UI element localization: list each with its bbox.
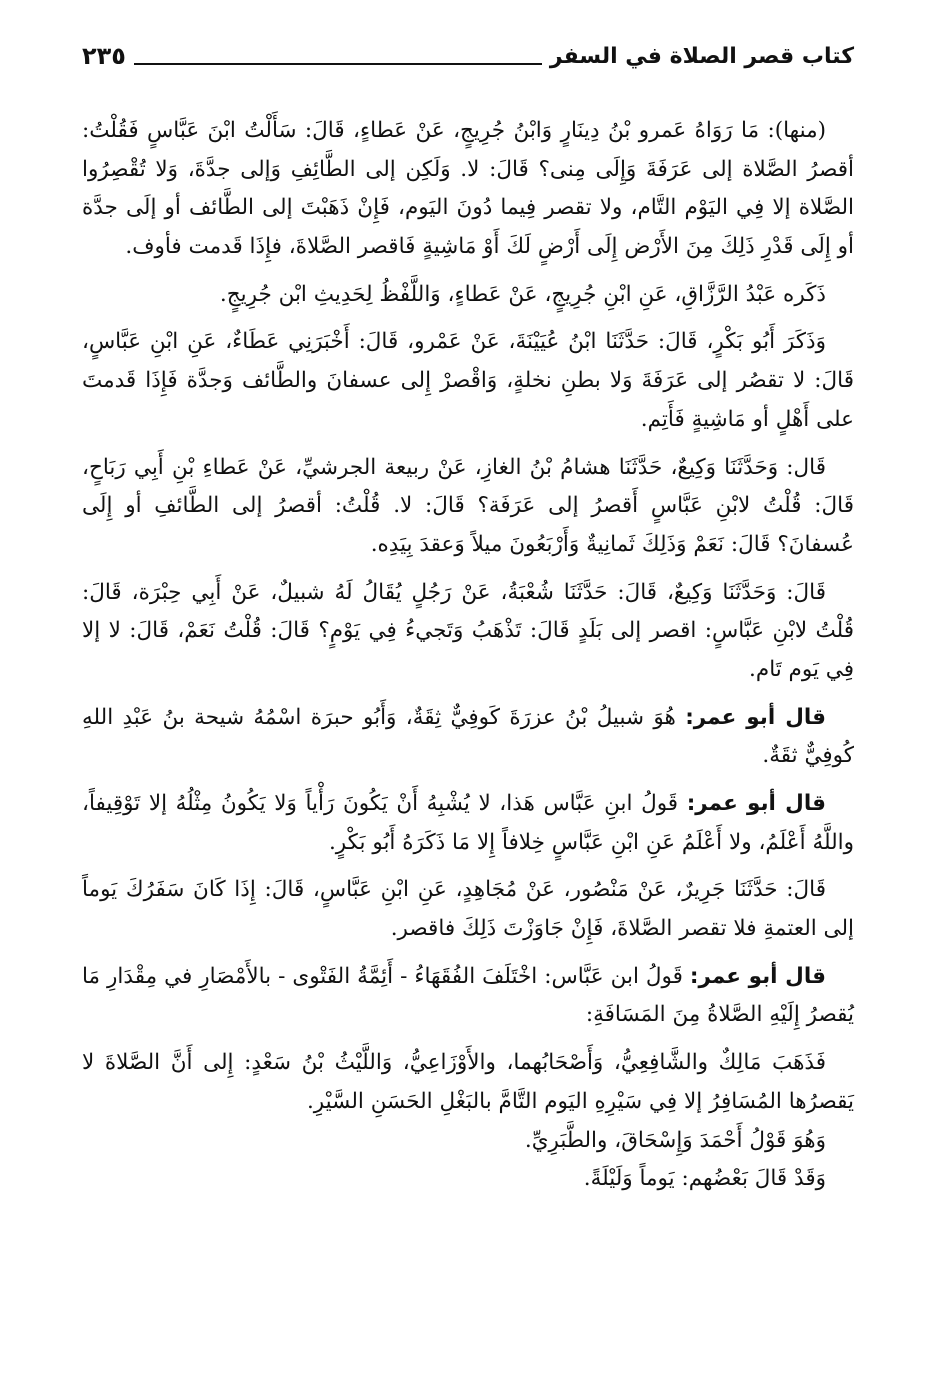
paragraph-text: قَالَ: حَدَّثَنَا جَرِيرٌ، عَنْ مَنْصُور، عَنْ مُجَاهِدٍ، عَنِ ابْنِ عَبَّاسٍ، قَالَ: إِذَا كَانَ سَفَرُكَ يَوماً إلى العتمةِ فلا تقصر الصَّلاةَ، فَإِنْ جَاوَزْتَ ذَلِكَ فاقصر.	[82, 877, 854, 942]
paragraph	[82, 323, 854, 439]
paragraph	[82, 699, 854, 776]
paragraph	[82, 958, 854, 1035]
paragraph	[82, 1160, 854, 1199]
body-text	[82, 112, 854, 1199]
paragraph-text: وَهُوَ قَوْلُ أَحْمَدَ وَإِسْحَاقَ، والطَّبَرِيِّ.	[524, 1127, 826, 1153]
running-title: كتاب قصر الصلاة في السفر	[549, 43, 854, 69]
paragraph	[82, 1122, 854, 1161]
paragraph-text: قَولُ ابنِ عَبَّاس هَذا، لا يُشْبِهُ أَنْ يَكُونَ رَأْياً وَلا يَكُونُ مِثْلُهُ إلا تَوْقِيفاً، واللَّهُ أَعْلَمُ، ولا أَعْلَمُ عَنِ ابْنِ عَبَّاسٍ خِلافاً إِلا مَا ذَكَرَهُ أَبُو بَكْرٍ.	[82, 791, 854, 855]
paragraph-text: وَقَدْ قَالَ بَعْضُهم: يَوماً وَلَيْلَةً.	[583, 1166, 826, 1192]
paragraph-lead: قال أبو عمر:	[685, 704, 826, 730]
page-header	[82, 34, 854, 78]
paragraph	[82, 785, 854, 862]
paragraph-text: وَذَكَرَ أَبُو بَكْرٍ، قَالَ: حَدَّثَنَا ابْنُ عُيَيْنَةَ، عَنْ عَمْرو، قَالَ: أَخْبَرَنِي عَطَاءٌ، عَنِ ابْنِ عَبَّاسٍ، قَالَ: لا تقصُر إلى عَرَفَةَ وَلا بطنِ نخلةٍ، وَاقْصرْ إِلى عسفانَ والطَّائف وَجدَّة فَإِذَا قَدمتَ على أَهْلٍ أو مَاشِيةٍ فَأَتِم.	[82, 329, 854, 432]
paragraph-text: هُوَ شبيلُ بْنُ عزرَةَ كَوفِيٌّ ثِقَةٌ، وَأَبُو حبرَة اسْمُهُ شيحة بنُ عَبْدِ اللهِ كُوفِيٌّ ثقَةٌ.	[82, 704, 854, 769]
paragraph-text: قَولُ ابن عَبَّاس: اخْتَلَفَ الفُقَهَاءُ - أَئِمَّةُ الفَتْوى - بالأَمْصَارِ في مِقْدَارِ مَا يُقصرُ إِلَيْهِ الصَّلاةُ مِنَ المَسَافَةِ:	[82, 963, 854, 1028]
paragraph-lead: قال أبو عمر:	[686, 791, 826, 816]
header-rule	[134, 63, 542, 65]
paragraph-text: قَال: وَحَدَّثَنَا وَكِيعٌ، حَدَّثَنَا هشامُ بْنُ الغازِ، عَنْ ربيعة الجرشيِّ، عَنْ عَطاءِ بْنِ أَبِي رَبَاحٍ، قَالَ: قُلْتُ لابْنِ عَبَّاسٍ أَقصرُ إلى عَرَفَة؟ قَالَ: لا. قُلْتُ: أقصرُ إلى الطَّائفِ أو إِلَى عُسفانَ؟ قَالَ: نَعَمْ وَذَلِكَ ثَمانِيةٌ وَأَرْبَعُونَ ميلاً وَعقدَ بِيَدِه.	[82, 454, 854, 557]
paragraph	[82, 276, 854, 315]
paragraph-text: فَذَهَبَ مَالِكٌ والشَّافِعِيُّ، وَأَصْحَابُهما، والأَوْزَاعِيُّ، وَاللَّيْثُ بْنُ سَعْدٍ: إِلى أَنَّ الصَّلاةَ لا يَقصرُها المُسَافِرُ إلا فِي سَيْرِهِ اليَوم التَّامَّ بالبَغْلِ الحَسَنِ السَّيْرِ.	[82, 1050, 854, 1114]
paragraph	[82, 1044, 854, 1121]
page-number: ٢٣٥	[82, 42, 126, 70]
paragraph	[82, 112, 854, 267]
paragraph	[82, 574, 854, 690]
paragraph-text: ذَكَره عَبْدُ الرَّزَّاقِ، عَنِ ابْنِ جُرِيجٍ، عَنْ عَطاءٍ، وَاللَّفْظُ لِحَدِيثِ ابْن جُرِيجٍ.	[219, 281, 826, 307]
paragraph-lead: قال أبو عمر:	[689, 963, 826, 989]
paragraph	[82, 871, 854, 948]
paragraph-text: (منها): مَا رَوَاهُ عَمرو بْنُ دِينَارٍ وَابْنُ جُرِيجٍ، عَنْ عَطاءٍ، قَالَ: سَأَلْتُ ابْنَ عَبَّاسٍ فَقُلْتُ: أقصرُ الصَّلاة إلى عَرَفَةَ وَإِلَى مِنى؟ قَالَ: لا. وَلَكِن إلى الطَّائِفِ وَإلى جدَّةَ، وَلا تُقْصِرُوا الصَّلاة إلا فِي اليَوْم التَّام، ولا تقصر فِيما دُونَ اليَوم، فَإِنْ ذَهَبْتَ إلى الطَّائف أو إلَى جدَّة أو إِلَى قَدْرِ ذَلِكَ مِنَ الأَرْض إِلَى أَرْضٍ لَكَ أَوْ مَاشِيةٍ فَاقصر الصَّلاةَ، فإِذَا قَدمت فأوف.	[82, 118, 854, 260]
paragraph-text: قَالَ: وَحَدَّثَنَا وَكِيعٌ، قَالَ: حَدَّثَنَا شُعْبَةُ، عَنْ رَجُلٍ يُقَالُ لَهُ شبيلٌ، عَنْ أَبِي حِبْرَة، قَالَ: قُلْتُ لابْنِ عَبَّاسٍ: اقصر إلى بَلَدٍ قَالَ: تَذْهَبُ وَتَجيءُ فِي يَوْمٍ؟ قَالَ: قُلْتُ نَعَمْ، قَالَ: لا إلا فِي يَوم تَام.	[82, 579, 854, 682]
paragraph	[82, 449, 854, 565]
